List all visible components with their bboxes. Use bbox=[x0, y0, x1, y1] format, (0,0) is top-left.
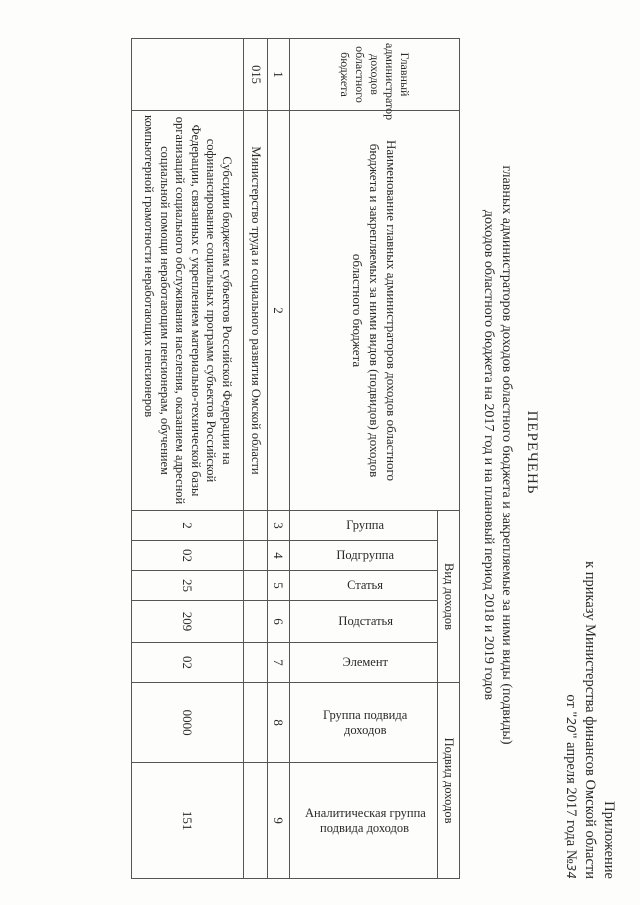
appendix-date bbox=[561, 561, 580, 879]
code-podvid-group: 0000 bbox=[132, 683, 244, 763]
order-number: 34 bbox=[564, 863, 578, 879]
code-article: 25 bbox=[132, 571, 244, 601]
header-col-article: Статья bbox=[290, 571, 438, 601]
appendix-header bbox=[561, 561, 618, 879]
empty-cell bbox=[244, 683, 268, 763]
ministry-code: 015 bbox=[244, 39, 268, 111]
header-col-analytic-group: Аналитическая группа подвида доходов bbox=[290, 763, 438, 879]
appendix-title: Приложение bbox=[601, 801, 617, 879]
empty-cell bbox=[244, 541, 268, 571]
header-admin: Главный администратор доходов областного бюджета bbox=[290, 39, 460, 111]
document-title: ПЕРЕЧЕНЬ bbox=[524, 410, 540, 495]
date-day: 20 bbox=[564, 717, 578, 733]
ministry-name: Министерство труда и социального развития Омской области bbox=[244, 111, 268, 511]
subtitle-line-2: доходов областного бюджета на 2017 год и на плановый период 2018 и 2019 годов bbox=[481, 209, 496, 701]
header-name: Наименование главных администраторов доходов областного бюджета и закрепляемых за ними видов (подвидов) доходов областного бюджета bbox=[290, 111, 460, 511]
col-number: 7 bbox=[268, 643, 290, 683]
empty-cell bbox=[244, 571, 268, 601]
col-number: 2 bbox=[268, 111, 290, 511]
empty-cell bbox=[244, 511, 268, 541]
document-subtitle bbox=[479, 120, 515, 790]
col-number: 8 bbox=[268, 683, 290, 763]
col-number: 4 bbox=[268, 541, 290, 571]
col-number: 5 bbox=[268, 571, 290, 601]
subsidy-row bbox=[132, 39, 244, 879]
code-element: 02 bbox=[132, 643, 244, 683]
header-vid-group: Вид доходов bbox=[438, 511, 460, 683]
code-subarticle: 209 bbox=[132, 601, 244, 643]
empty-cell bbox=[132, 39, 244, 111]
revenue-table bbox=[131, 38, 460, 879]
col-number: 3 bbox=[268, 511, 290, 541]
header-col-podvid-group: Группа подвида доходов bbox=[290, 683, 438, 763]
ministry-row bbox=[244, 39, 268, 879]
header-col-subgroup: Подгруппа bbox=[290, 541, 438, 571]
header-podvid-group: Подвид доходов bbox=[438, 683, 460, 879]
empty-cell bbox=[244, 763, 268, 879]
header-col-subarticle: Подстатья bbox=[290, 601, 438, 643]
subsidy-name: Субсидии бюджетам субъектов Российской Федерации на софинансирование социальных программ субъектов Российской Федерации, связанных с укреплением материально-технической базы организаций социального обслуживания населения, оказанием адресной социальной помощи неработающим пенсионерам, обучением компьютерной грамотности неработающих пенсионеров bbox=[132, 111, 244, 511]
code-analytic-group: 151 bbox=[132, 763, 244, 879]
appendix-order: к приказу Министерства финансов Омской области bbox=[582, 561, 598, 879]
code-group: 2 bbox=[132, 511, 244, 541]
header-col-group: Группа bbox=[290, 511, 438, 541]
col-number: 1 bbox=[268, 39, 290, 111]
col-number: 9 bbox=[268, 763, 290, 879]
col-number: 6 bbox=[268, 601, 290, 643]
empty-cell bbox=[244, 601, 268, 643]
subtitle-line-1: главных администраторов доходов областного бюджета и закрепляемые за ними виды (подвиды) bbox=[499, 165, 514, 745]
date-mid: " апреля 2017 года № bbox=[563, 732, 579, 864]
date-prefix: от " bbox=[563, 694, 579, 718]
empty-cell bbox=[244, 643, 268, 683]
code-subgroup: 02 bbox=[132, 541, 244, 571]
header-col-element: Элемент bbox=[290, 643, 438, 683]
column-numbers-row bbox=[268, 39, 290, 879]
